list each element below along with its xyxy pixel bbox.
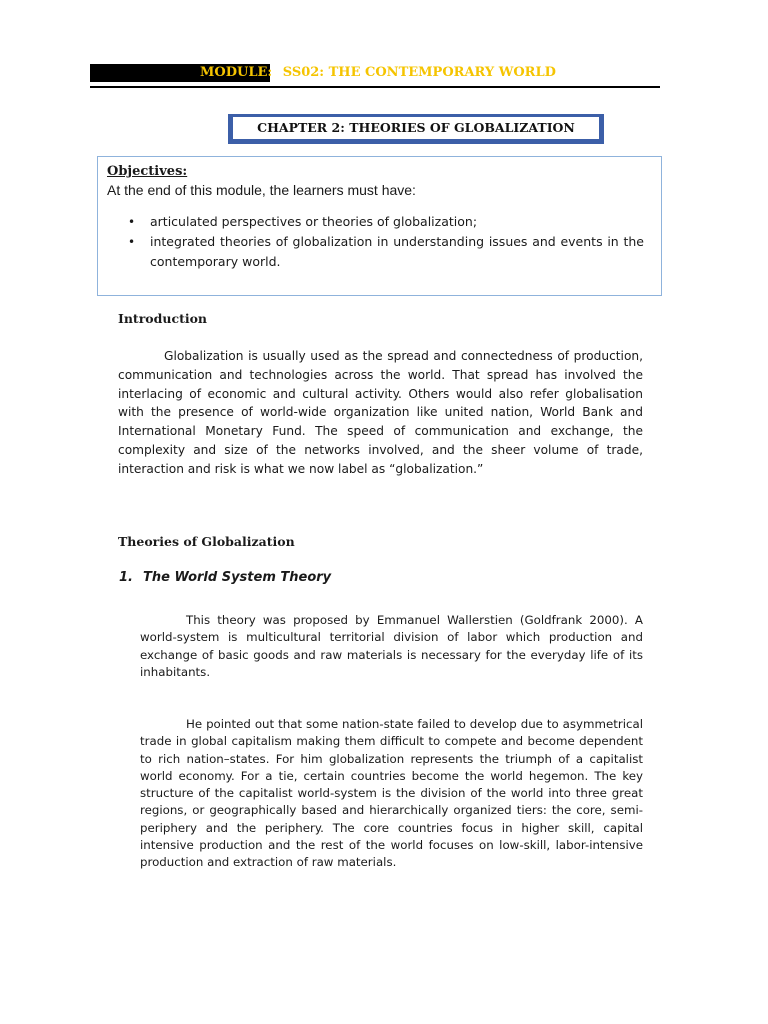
- bullet-icon: •: [128, 235, 136, 249]
- objective-text: integrated theories of globalization in understanding issues and events in the contemporary world.: [150, 234, 644, 269]
- list-item: [128, 212, 644, 232]
- theory-1-paragraph-2: [140, 716, 643, 872]
- list-item: [128, 232, 644, 272]
- objective-text: articulated perspectives or theories of globalization;: [150, 214, 478, 229]
- module-label: MODULE:: [200, 65, 273, 80]
- module-title: SS02: THE CONTEMPORARY WORLD: [282, 65, 556, 80]
- objectives-intro: At the end of this module, the learners must have:: [107, 182, 416, 198]
- chapter-title: CHAPTER 2: THEORIES OF GLOBALIZATION: [233, 117, 599, 139]
- introduction-text: Globalization is usually used as the spread and connectedness of production, communication and technologies across the world. That spread has involved the interlacing of economic and cultural activity. Others would also refer globalisation with the presence of world-wide organization like united nation, World Bank and International Monetary Fund. The speed of communication and exchange, the complexity and size of the networks involved, and the sheer volume of trade, interaction and risk is what we now label as “globalization.”: [118, 349, 643, 476]
- theory-1-title: The World System Theory: [142, 570, 332, 585]
- objectives-heading: Objectives:: [107, 164, 188, 179]
- theory-1-paragraph-1: [140, 612, 643, 681]
- theories-heading: Theories of Globalization: [118, 534, 295, 549]
- objectives-list: [128, 212, 644, 272]
- theory-1-heading: [119, 570, 331, 585]
- theory-1-number: 1.: [119, 570, 133, 585]
- header-rule: [90, 86, 660, 88]
- module-header: [200, 64, 556, 82]
- theory-1-paragraph-2-text: He pointed out that some nation-state failed to develop due to asymmetrical trade in global capitalism making them difficult to compete and become dependent to rich nation–states. For him globalization represents the triumph of a capitalist world economy. For a tie, certain countries become the world hegemon. The key structure of the capitalist world-system is the division of the world into three great regions, or geographically based and hierarchically organized tiers: the core, semi-periphery and the periphery. The core countries focus in higher skill, capital intensive production and the rest of the world focuses on low-skill, labor-intensive production and extraction of raw materials.: [140, 717, 643, 870]
- introduction-paragraph: [118, 347, 643, 479]
- introduction-heading: Introduction: [118, 311, 208, 326]
- bullet-icon: •: [128, 215, 136, 229]
- theory-1-paragraph-1-text: This theory was proposed by Emmanuel Wallerstien (Goldfrank 2000). A world-system is multicultural territorial division of labor which production and exchange of basic goods and raw materials is necessary for the everyday life of its inhabitants.: [140, 613, 643, 679]
